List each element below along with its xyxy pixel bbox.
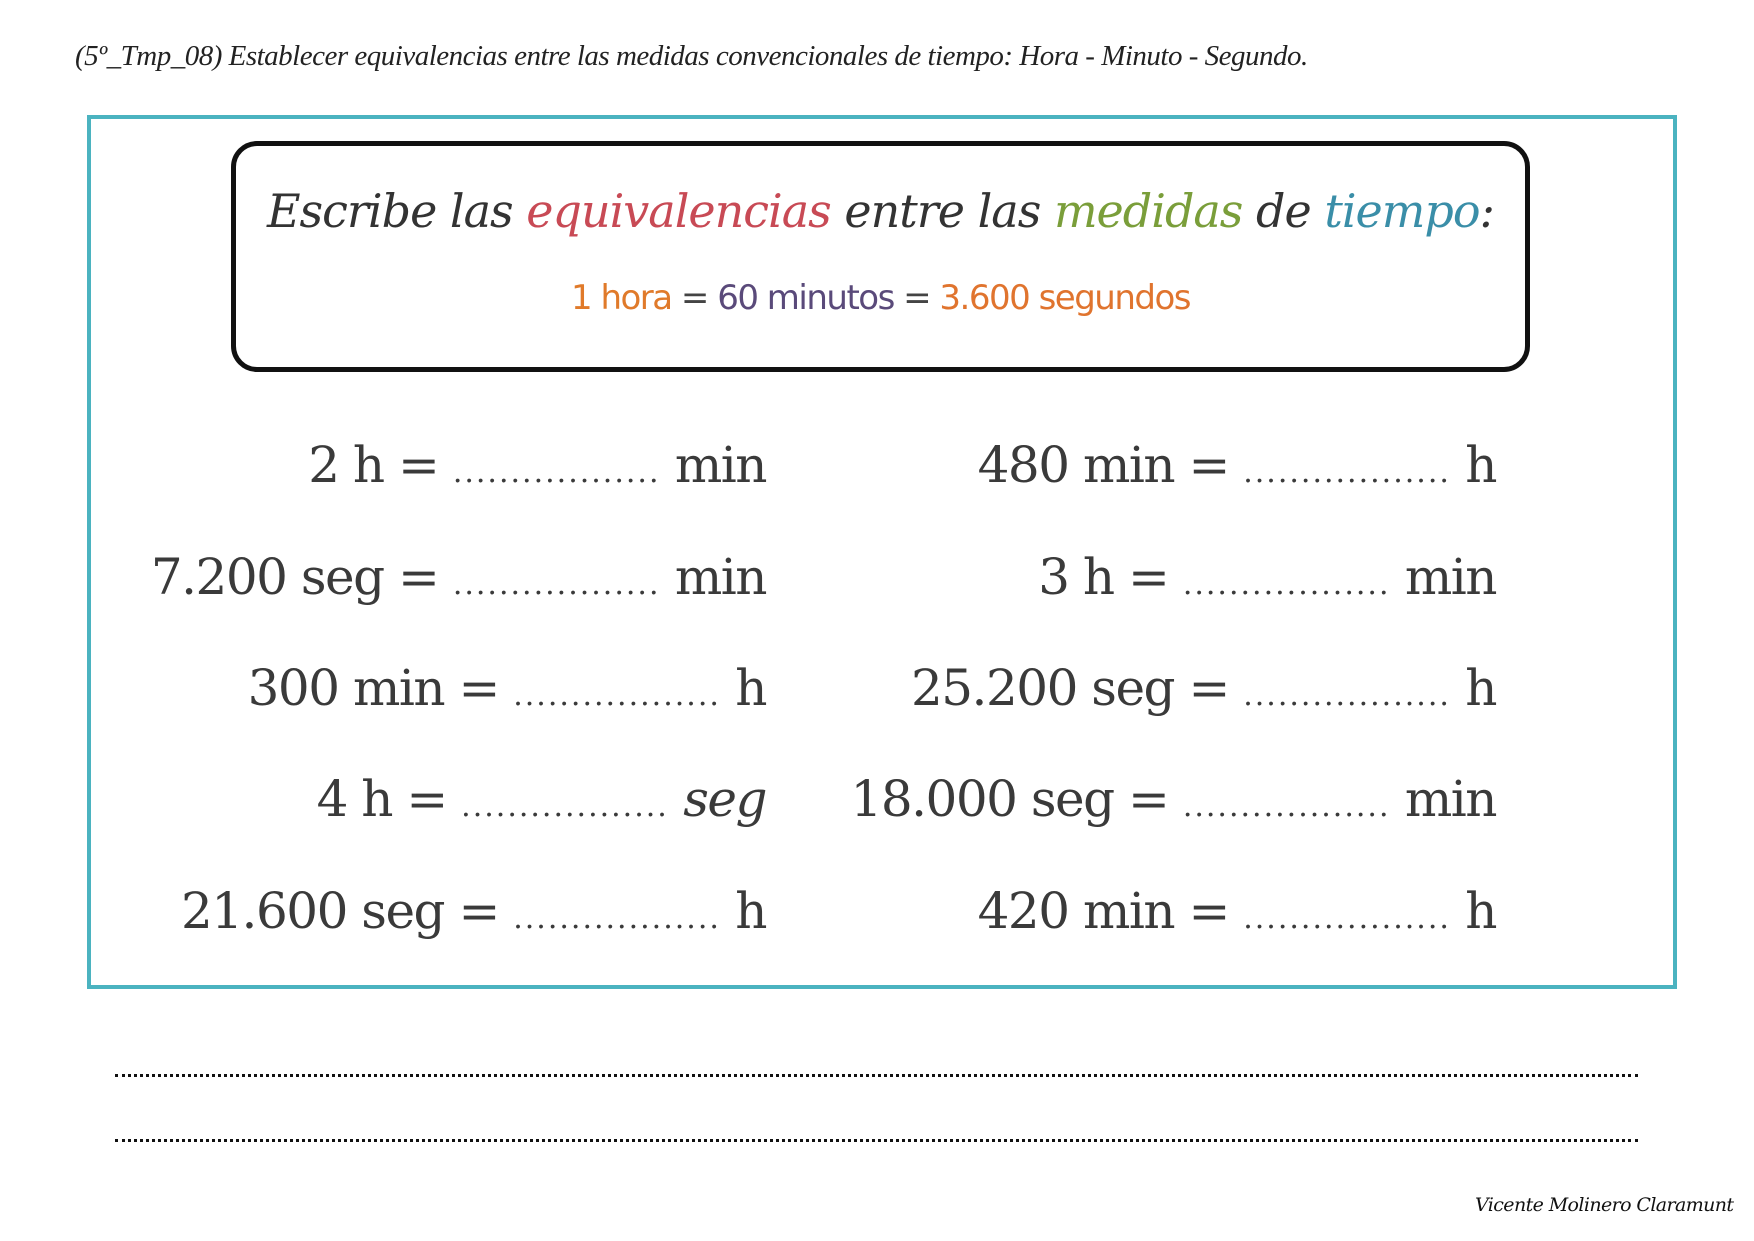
instruction-box: [231, 141, 1530, 372]
page-title: (5º_Tmp_08) Establecer equivalencias entre las medidas convencionales de tiempo: Hora - Minuto - Segundo.: [75, 40, 1308, 72]
exercise-unit: min: [674, 548, 766, 606]
answer-blank[interactable]: ..................: [513, 678, 721, 713]
answer-blank[interactable]: ..................: [452, 455, 661, 490]
exercise-value: 420 min: [977, 882, 1175, 940]
exercise-row: [850, 876, 1496, 946]
exercise-unit: h: [735, 882, 766, 940]
formula-hora: 1 hora: [571, 278, 672, 318]
exercise-value: 2 h: [308, 436, 384, 494]
formula-equals: =: [893, 278, 940, 318]
heading-equivalencias: equivalencias: [526, 184, 831, 238]
exercise-row: [120, 542, 766, 612]
answer-blank[interactable]: ..................: [452, 567, 661, 602]
heading-colon: :: [1479, 184, 1495, 238]
exercise-row: [850, 653, 1496, 723]
exercise-unit: h: [735, 659, 766, 717]
answer-blank[interactable]: ..................: [1243, 455, 1451, 490]
exercise-row: [120, 653, 766, 723]
exercise-unit: min: [674, 436, 766, 494]
exercise-value: 21.600 seg: [180, 882, 445, 940]
exercise-unit: h: [1465, 659, 1496, 717]
answer-blank[interactable]: ..................: [1182, 789, 1391, 824]
exercise-value: 18.000 seg: [850, 770, 1114, 828]
exercise-row: [850, 764, 1496, 834]
formula-segundos: 3.600 segundos: [939, 278, 1190, 318]
answer-blank[interactable]: ..................: [1243, 678, 1451, 713]
equals-sign: =: [444, 882, 514, 940]
equals-sign: =: [1113, 770, 1183, 828]
exercise-value: 480 min: [977, 436, 1175, 494]
equivalence-formula: [236, 278, 1525, 318]
formula-equals: =: [671, 278, 718, 318]
answer-blank[interactable]: ..................: [1182, 567, 1391, 602]
equals-sign: =: [1174, 659, 1244, 717]
heading-tiempo: tiempo: [1324, 184, 1480, 238]
formula-minutos: 60 minutos: [717, 278, 894, 318]
equals-sign: =: [383, 548, 453, 606]
equals-sign: =: [391, 770, 462, 828]
exercise-row: [850, 542, 1496, 612]
equals-sign: =: [383, 436, 453, 494]
exercise-row: [120, 430, 766, 500]
exercise-value: 7.200 seg: [150, 548, 384, 606]
equals-sign: =: [1113, 548, 1183, 606]
heading-text: de: [1242, 184, 1325, 238]
equals-sign: =: [1174, 882, 1244, 940]
equals-sign: =: [1174, 436, 1244, 494]
answer-blank[interactable]: ..................: [461, 789, 669, 824]
exercise-unit: min: [1404, 770, 1496, 828]
heading-text: entre las: [830, 184, 1054, 238]
exercise-value: 25.200 seg: [910, 659, 1175, 717]
exercise-value: 300 min: [247, 659, 445, 717]
answer-blank[interactable]: ..................: [1243, 901, 1451, 936]
author-signature: Vicente Molinero Claramunt: [1475, 1194, 1734, 1216]
exercise-unit: seg: [683, 770, 766, 828]
exercise-row: [850, 430, 1496, 500]
exercise-value: 4 h: [316, 770, 392, 828]
exercise-unit: min: [1404, 548, 1496, 606]
exercise-row: [120, 764, 766, 834]
exercise-unit: h: [1465, 882, 1496, 940]
heading-medidas: medidas: [1053, 184, 1243, 238]
answer-line[interactable]: [115, 1139, 1638, 1142]
instruction-heading: [236, 184, 1525, 238]
exercise-value: 3 h: [1038, 548, 1114, 606]
exercise-unit: h: [1465, 436, 1496, 494]
equals-sign: =: [444, 659, 514, 717]
answer-blank[interactable]: ..................: [513, 901, 721, 936]
heading-text: Escribe las: [266, 184, 527, 238]
answer-line[interactable]: [115, 1074, 1638, 1077]
exercise-row: [120, 876, 766, 946]
